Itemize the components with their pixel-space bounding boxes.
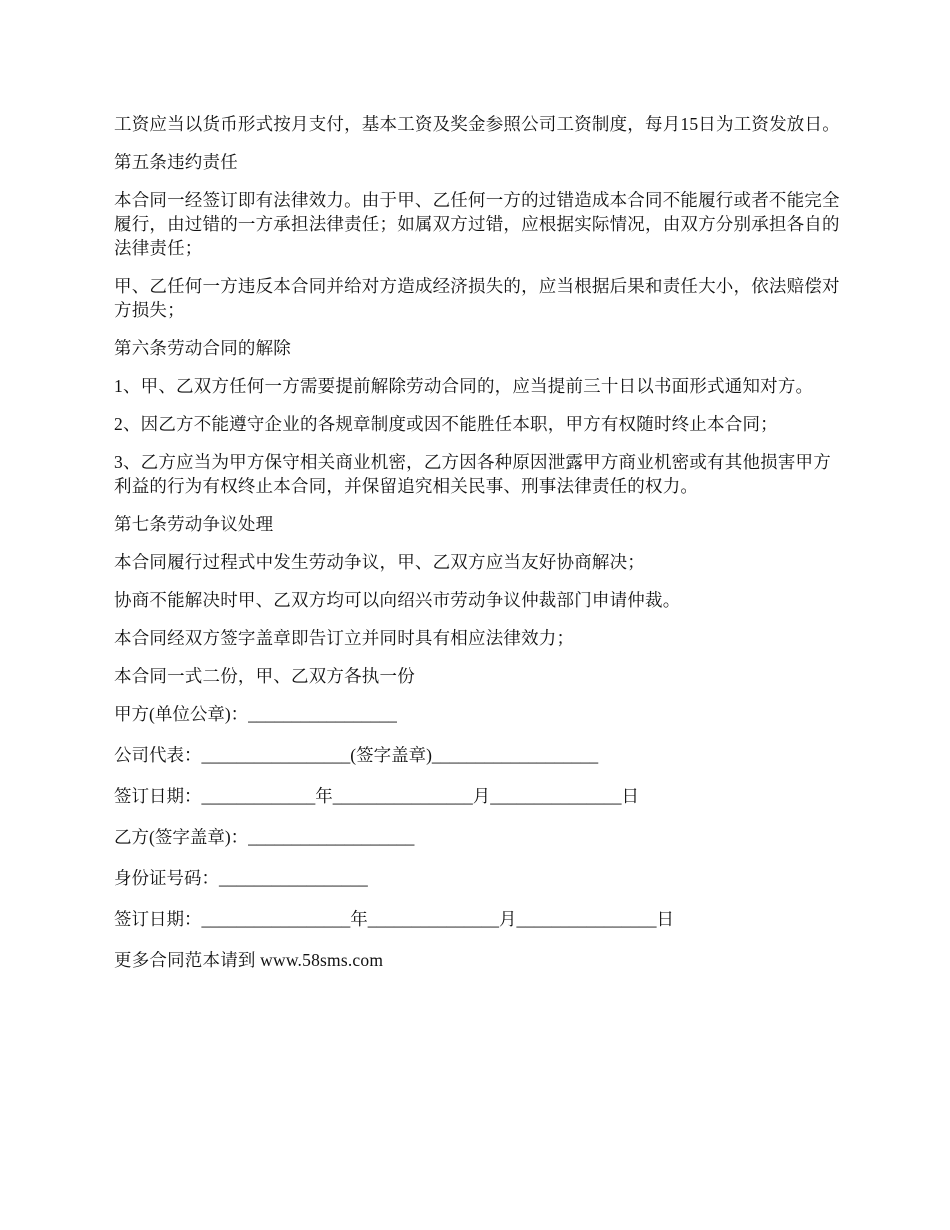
party-b-signature-line: 乙方(签字盖章)：___________________	[114, 827, 415, 847]
arbitration-paragraph: 协商不能解决时甲、乙双方均可以向绍兴市劳动争议仲裁部门申请仲裁。	[114, 590, 681, 610]
party-a-sign-date-line: 签订日期：_____________年________________月_______________日	[114, 786, 639, 806]
termination-clause-1: 1、甲、乙双方任何一方需要提前解除劳动合同的，应当提前三十日以书面形式通知对方。	[114, 376, 814, 396]
compensation-paragraph: 甲、乙任何一方违反本合同并给对方造成经济损失的，应当根据后果和责任大小，依法赔偿对方损失；	[114, 276, 840, 320]
article-5-heading: 第五条违约责任	[114, 152, 238, 172]
termination-clause-3: 3、乙方应当为甲方保守相关商业机密，乙方因各种原因泄露甲方商业机密或有其他损害甲方利益的行为有权终止本合同，并保留追究相关民事、刑事法律责任的权力。	[114, 452, 831, 496]
dispute-negotiation-paragraph: 本合同履行过程式中发生劳动争议，甲、乙双方应当友好协商解决；	[114, 552, 645, 572]
copies-paragraph: 本合同一式二份，甲、乙双方各执一份	[114, 666, 415, 686]
party-a-seal-line: 甲方(单位公章)：_________________	[114, 704, 397, 724]
article-7-heading: 第七条劳动争议处理	[114, 514, 274, 534]
id-number-line: 身份证号码：_________________	[114, 868, 368, 888]
footer-link-text: 更多合同范本请到 www.58sms.com	[114, 950, 384, 970]
party-b-sign-date-line: 签订日期：_________________年_______________月________________日	[114, 909, 674, 929]
liability-paragraph: 本合同一经签订即有法律效力。由于甲、乙任何一方的过错造成本合同不能履行或者不能完全履行，由过错的一方承担法律责任；如属双方过错，应根据实际情况，由双方分别承担各自的法律责任；	[114, 190, 840, 258]
document-page	[114, 112, 844, 986]
company-representative-line: 公司代表：_________________(签字盖章)___________________	[114, 745, 599, 765]
effectiveness-paragraph: 本合同经双方签字盖章即告订立并同时具有相应法律效力；	[114, 628, 575, 648]
termination-clause-2: 2、因乙方不能遵守企业的各规章制度或因不能胜任本职，甲方有权随时终止本合同；	[114, 414, 778, 434]
wage-payment-paragraph: 工资应当以货币形式按月支付，基本工资及奖金参照公司工资制度，每月15日为工资发放日。	[114, 114, 840, 134]
article-6-heading: 第六条劳动合同的解除	[114, 338, 291, 358]
